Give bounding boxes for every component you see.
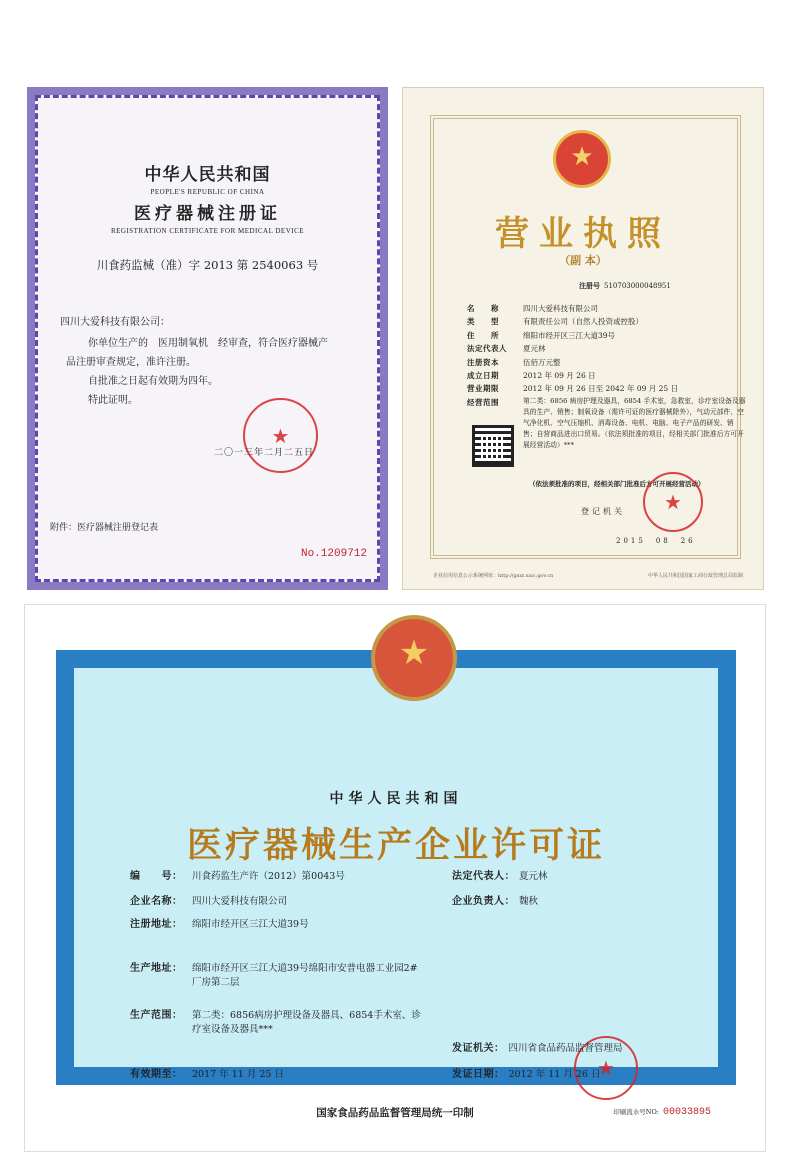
registration-authority: 登记机关 — [581, 507, 625, 516]
serial-label: 印刷流水号NO: — [613, 1108, 659, 1116]
field-legal-rep — [452, 870, 548, 884]
license-subtitle: （副 本） — [559, 254, 607, 267]
registration-value: 510703000048951 — [604, 282, 671, 290]
field-label: 经营范围 — [467, 397, 499, 407]
registration-certificate — [27, 87, 388, 590]
footer-issuer: 中华人民共和国国家工商行政管理总局监制 — [647, 573, 743, 579]
field-label: 企业负责人： — [452, 896, 515, 907]
body-line: 品注册审查规定，准许注册。 — [66, 357, 196, 368]
field-reg-address — [130, 918, 309, 932]
license-registration — [579, 281, 671, 291]
field-label: 类 型 — [467, 317, 499, 327]
license-date: 2015 08 26 — [616, 537, 696, 545]
star-icon: ★ — [271, 423, 290, 448]
field-value: 川食药监生产许（2012）第0043号 — [192, 871, 345, 882]
field-label: 营业期限 — [467, 384, 499, 394]
certificate-inner — [35, 95, 380, 582]
field-value: 四川大爱科技有限公司 — [523, 304, 598, 313]
national-emblem-icon — [553, 130, 611, 188]
serial-value: 00033895 — [662, 1107, 711, 1118]
field-label: 住 所 — [467, 330, 499, 340]
field-row — [467, 369, 747, 382]
field-value: 绵阳市经开区三江大道39号 — [192, 919, 309, 930]
footer-website: 企业信用信息公示系统网址：http://gsxt.saic.gov.cn — [433, 573, 554, 579]
national-emblem-icon — [371, 615, 457, 701]
star-icon: ★ — [570, 141, 594, 172]
country-title: 中华人民共和国 — [329, 791, 463, 807]
registration-number: 川食药监械（准）字 2013 第 2540063 号 — [96, 258, 319, 272]
license-border — [56, 650, 736, 1085]
print-serial — [613, 1107, 711, 1118]
certificate-body — [66, 334, 349, 410]
field-row — [467, 302, 747, 315]
field-value: 四川省食品药品监督管理局 — [508, 1043, 623, 1054]
field-label: 法定代表人： — [452, 871, 515, 882]
license-title: 营业执照 — [495, 214, 671, 254]
field-label: 编 号： — [130, 871, 183, 882]
license-footer: 国家食品药品监督管理局统一印制 — [316, 1107, 474, 1119]
field-row — [467, 342, 747, 355]
license-paper — [74, 668, 718, 1080]
field-label: 注册地址： — [130, 919, 183, 930]
production-license — [24, 604, 766, 1152]
company-name: 四川大爱科技有限公司： — [60, 317, 170, 328]
field-value: 夏元林 — [519, 871, 548, 882]
field-number — [130, 870, 345, 884]
red-seal — [243, 398, 318, 473]
country-title: 中华人民共和国 — [144, 165, 271, 185]
field-value: 绵阳市经开区三江大道39号绵阳市安普电器工业园2#厂房第二层 — [192, 963, 418, 988]
certificate-title: 医疗器械注册证 — [134, 204, 281, 224]
qr-code-icon — [472, 425, 514, 467]
field-value: 绵阳市经开区三江大道39号 — [523, 330, 616, 340]
field-value: 魏秋 — [519, 896, 539, 907]
field-value: 2012 年 11 月 26 日 — [508, 1069, 601, 1080]
field-value: 2012 年 09 月 26 日 — [523, 371, 596, 381]
field-value: 2012 年 09 月 26 日至 2042 年 09 月 25 日 — [523, 384, 679, 394]
star-icon: ★ — [664, 490, 682, 514]
field-valid-until — [130, 1068, 284, 1082]
star-icon: ★ — [597, 1056, 615, 1080]
field-label: 发证日期： — [452, 1069, 505, 1080]
country-title-en: PEOPLE'S REPUBLIC OF CHINA — [150, 188, 265, 196]
license-title: 医疗器械生产企业许可证 — [186, 826, 605, 866]
field-label: 生产范围： — [130, 1010, 183, 1021]
field-value: 伍佰万元整 — [523, 357, 561, 367]
field-label: 生产地址： — [130, 963, 183, 974]
field-row — [467, 356, 747, 369]
field-issue-date — [452, 1068, 600, 1082]
body-line: 自批准之日起有效期为四年。 — [88, 376, 218, 387]
business-license — [402, 87, 764, 590]
field-row — [467, 315, 747, 328]
field-label: 名 称 — [467, 304, 499, 313]
field-label: 成立日期 — [467, 371, 499, 381]
field-value: 有限责任公司（自然人投资或控股） — [523, 317, 643, 327]
license-note: （依法须批准的项目，经相关部门批准后方可开展经营活动） — [529, 480, 705, 488]
body-line: 你单位生产的 医用制氧机 经审查，符合医疗器械产 — [88, 338, 328, 349]
field-issuer — [452, 1042, 623, 1056]
field-value: 四川大爱科技有限公司 — [192, 896, 288, 907]
field-label: 企业名称： — [130, 896, 183, 907]
field-prod-address — [130, 962, 422, 990]
field-label: 有效期至： — [130, 1069, 183, 1080]
certificate-title-en: REGISTRATION CERTIFICATE FOR MEDICAL DEVICE — [110, 227, 305, 235]
field-label: 注册资本 — [467, 357, 499, 367]
body-line: 特此证明。 — [88, 395, 138, 406]
field-row — [467, 382, 747, 395]
field-label: 法定代表人 — [467, 344, 507, 354]
star-icon: ★ — [398, 633, 430, 674]
field-row — [467, 329, 747, 342]
red-seal — [643, 472, 703, 532]
attachment-note: 附件：医疗器械注册登记表 — [50, 523, 159, 533]
field-label: 发证机关： — [452, 1043, 505, 1054]
field-company — [130, 895, 287, 909]
field-prod-scope — [130, 1009, 422, 1037]
field-value: 第二类：6856 病房护理及器具，6854 手术室，急救室，诊疗室设备及器具的生产、销售；制氧设备（需许可证的医疗器械除外），气动元部件、空气净化机、空气压缩机、消毒设备、电机、电脑、电子产品的研发、销售；自营商品进出口贸易。（依法须批准的项目，经相关部门批准后方可开展经营活动）*** — [523, 396, 746, 449]
field-value: 第二类：6856病房护理设备及器具、6854手术室、诊疗室设备及器具*** — [192, 1010, 421, 1035]
field-value: 夏元林 — [523, 344, 546, 354]
serial-number: No.1209712 — [300, 548, 367, 560]
issue-date: 二〇一三年二月二五日 — [214, 448, 315, 458]
field-manager — [452, 895, 538, 909]
registration-label: 注册号 — [579, 282, 600, 290]
field-value: 2017 年 11 月 25 日 — [192, 1069, 284, 1080]
